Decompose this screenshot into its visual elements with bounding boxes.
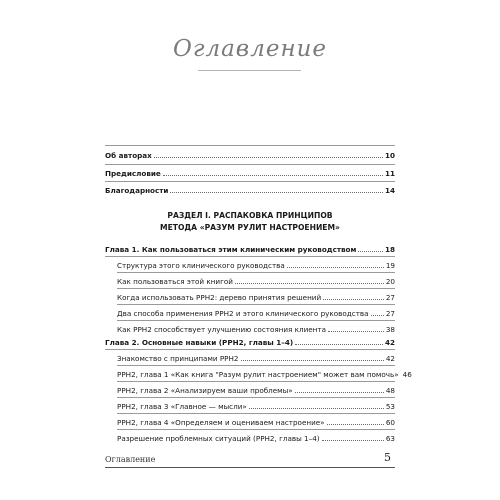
dot-leader bbox=[170, 192, 383, 193]
toc-entry-label: Об авторах bbox=[105, 151, 152, 160]
toc-entry-label: Благодарности bbox=[105, 186, 169, 195]
subentry-rule bbox=[117, 429, 395, 430]
page-number: 5 bbox=[384, 451, 391, 464]
page-title: Оглавление bbox=[172, 36, 328, 62]
toc-subentry[interactable] bbox=[117, 383, 395, 395]
dot-leader bbox=[163, 175, 383, 176]
dot-leader bbox=[241, 360, 384, 361]
toc-subentry[interactable] bbox=[117, 258, 395, 270]
toc-entry-label: РРН2, глава 2 «Анализируем ваши проблемы» bbox=[117, 386, 293, 395]
toc-entry-page: 60 bbox=[385, 418, 395, 427]
toc-entry-page: 48 bbox=[385, 386, 395, 395]
toc-subentry[interactable] bbox=[117, 306, 395, 318]
toc-subentry[interactable] bbox=[117, 431, 395, 443]
dot-leader bbox=[322, 440, 384, 441]
toc-entry-preface[interactable] bbox=[105, 166, 395, 178]
dot-leader bbox=[358, 251, 383, 252]
dot-leader bbox=[328, 331, 384, 332]
table-of-contents bbox=[105, 0, 412, 500]
subentry-rule bbox=[117, 365, 395, 366]
toc-entry-label: Как пользоваться этой книгой bbox=[117, 277, 233, 286]
chapter-rule bbox=[105, 349, 395, 350]
toc-entry-page: 42 bbox=[384, 338, 395, 347]
toc-subentry[interactable] bbox=[117, 399, 395, 411]
part-heading-line-1: РАЗДЕЛ I. РАСПАКОВКА ПРИНЦИПОВ bbox=[167, 211, 333, 220]
dot-leader bbox=[327, 424, 384, 425]
toc-subentry[interactable] bbox=[117, 415, 395, 427]
subentry-rule bbox=[117, 288, 395, 289]
toc-entry-label: Два способа применения РРН2 и этого клинического руководства bbox=[117, 309, 369, 318]
toc-entry-about-authors[interactable] bbox=[105, 148, 395, 160]
toc-entry-acknowledgements[interactable] bbox=[105, 183, 395, 195]
dot-leader bbox=[295, 392, 384, 393]
chapter-rule bbox=[105, 256, 395, 257]
front-rule bbox=[105, 181, 395, 182]
dot-leader bbox=[249, 408, 384, 409]
toc-entry-page: 11 bbox=[384, 169, 395, 178]
toc-entry-page: 27 bbox=[385, 293, 395, 302]
dot-leader bbox=[295, 344, 383, 345]
toc-entry-label: Предисловие bbox=[105, 169, 161, 178]
toc-entry-label: Когда использовать РРН2: дерево принятия решений bbox=[117, 293, 322, 302]
toc-subentry[interactable] bbox=[117, 290, 395, 302]
toc-entry-label: Разрешение проблемных ситуаций (РРН2, главы 1–4) bbox=[117, 434, 320, 443]
subentry-rule bbox=[117, 272, 395, 273]
toc-entry-label: Глава 1. Как пользоваться этим клиническим руководством bbox=[105, 245, 357, 254]
toc-entry-label: Как РРН2 способствует улучшению состояния клиента bbox=[117, 325, 326, 334]
toc-entry-page: 38 bbox=[385, 325, 395, 334]
toc-entry-page: 46 bbox=[402, 370, 412, 379]
toc-subentry[interactable] bbox=[117, 322, 395, 334]
toc-subentry[interactable] bbox=[117, 274, 395, 286]
toc-entry-label: РРН2, глава 3 «Главное — мысли» bbox=[117, 402, 247, 411]
toc-subentry[interactable] bbox=[117, 367, 412, 379]
dot-leader bbox=[287, 267, 384, 268]
toc-subentry[interactable] bbox=[117, 351, 395, 363]
part-heading-line-2: МЕТОДА «РАЗУМ РУЛИТ НАСТРОЕНИЕМ» bbox=[160, 223, 340, 232]
toc-entry-label: РРН2, глава 1 «Как книга "Разум рулит настроением" может вам помочь» bbox=[117, 370, 399, 379]
toc-entry-page: 14 bbox=[384, 186, 395, 195]
toc-entry-label: Глава 2. Основные навыки (РРН2, главы 1–4) bbox=[105, 338, 294, 347]
subentry-rule bbox=[117, 397, 395, 398]
footer-rule bbox=[105, 467, 395, 468]
dot-leader bbox=[235, 283, 384, 284]
toc-entry-page: 63 bbox=[385, 434, 395, 443]
dot-leader bbox=[371, 315, 384, 316]
subentry-rule bbox=[117, 304, 395, 305]
toc-entry-page: 42 bbox=[385, 354, 395, 363]
toc-entry-label: РРН2, глава 4 «Определяем и оцениваем настроение» bbox=[117, 418, 325, 427]
toc-entry-page: 27 bbox=[385, 309, 395, 318]
front-top-rule bbox=[105, 145, 395, 146]
running-footer-label: Оглавление bbox=[105, 455, 156, 464]
toc-entry-label: Знакомство с принципами РРН2 bbox=[117, 354, 239, 363]
subentry-rule bbox=[117, 320, 395, 321]
dot-leader bbox=[154, 157, 383, 158]
toc-entry-page: 19 bbox=[385, 261, 395, 270]
dot-leader bbox=[323, 299, 384, 300]
toc-entry-label: Структура этого клинического руководства bbox=[117, 261, 285, 270]
toc-entry-page: 20 bbox=[385, 277, 395, 286]
front-rule bbox=[105, 164, 395, 165]
toc-entry-page: 18 bbox=[384, 245, 395, 254]
subentry-rule bbox=[117, 381, 395, 382]
toc-entry-page: 53 bbox=[385, 402, 395, 411]
subentry-rule bbox=[117, 413, 395, 414]
toc-entry-page: 10 bbox=[384, 151, 395, 160]
toc-chapter-2[interactable] bbox=[105, 335, 395, 347]
toc-chapter-1[interactable] bbox=[105, 242, 395, 254]
